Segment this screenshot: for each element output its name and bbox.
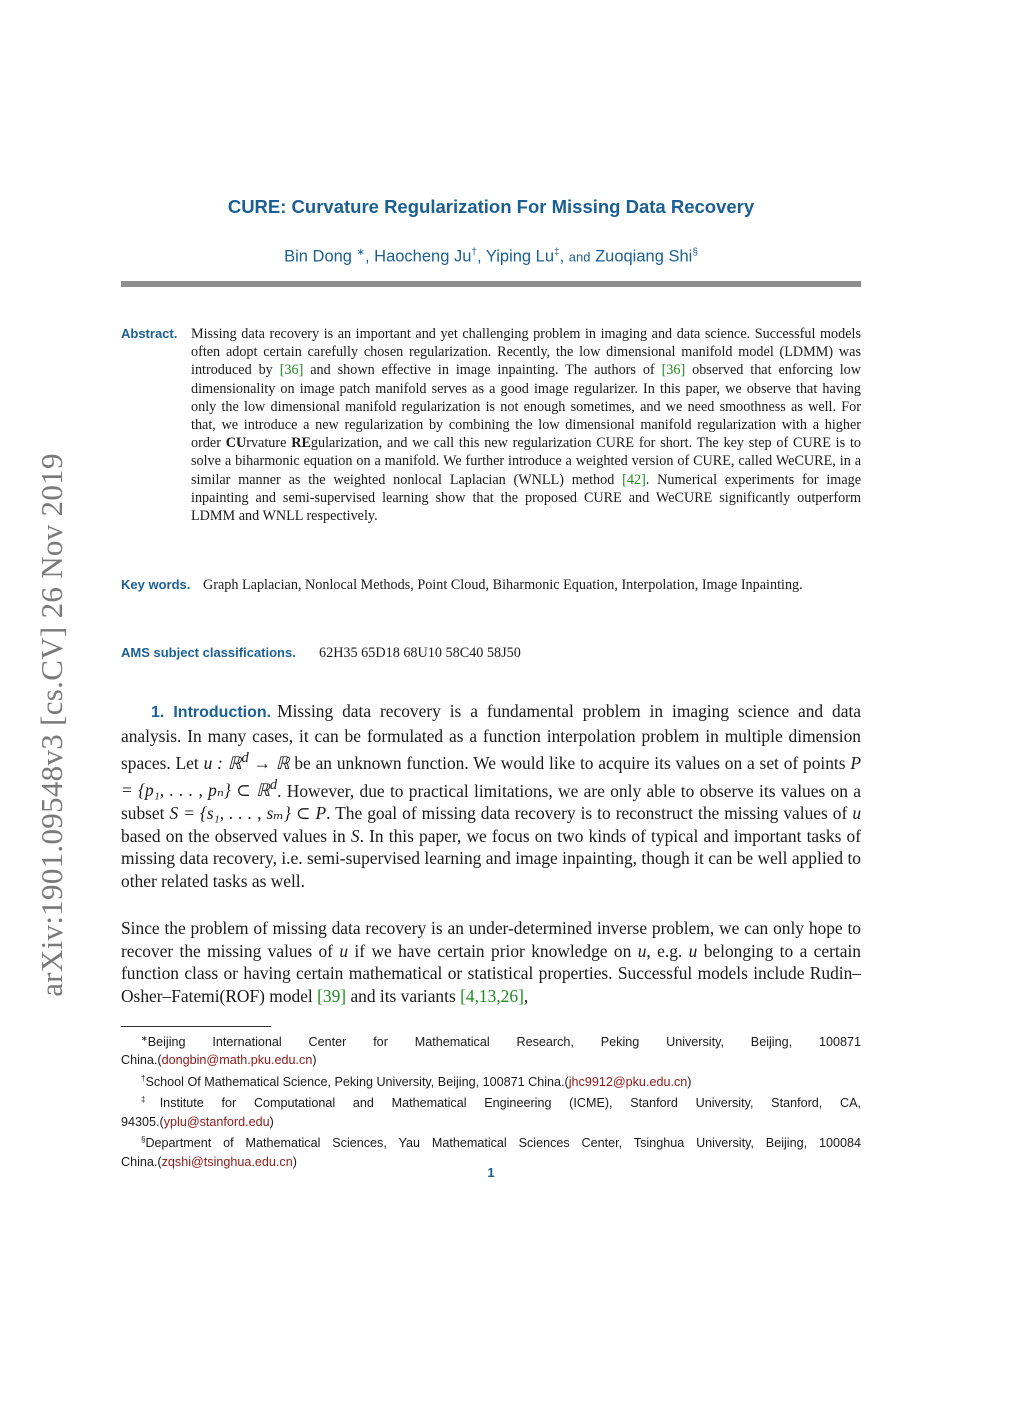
abstract (121, 325, 861, 525)
author-2[interactable]: Haocheng Ju (374, 247, 472, 266)
abstract-text-4: rvature (246, 435, 292, 452)
author-3-mark[interactable]: ‡ (554, 247, 560, 258)
paper-title: CURE: Curvature Regularization For Missing Data Recovery (227, 196, 755, 217)
author-4[interactable]: Zuoqiang Shi (595, 247, 693, 266)
intro-text-3: . However, due to practical limitations, we are only able to observe its values on a subset (121, 780, 861, 823)
ams-text: 62H35 65D18 68U10 58C40 58J50 (319, 645, 521, 661)
email-link[interactable]: jhc9912@pku.edu.cn (568, 1074, 688, 1089)
email-link[interactable]: dongbin@math.pku.edu.cn (161, 1053, 313, 1068)
math-s: S (350, 825, 360, 846)
footnotes (121, 1030, 861, 1171)
abstract-text-5: gularization, and we call this new regularization CURE for short. The key step of CURE is to solve a biharmonic equation on a manifold. We further introduce a weighted version of CURE, called WeCURE, in a similar manner as the weighted nonlocal Laplacian (WNLL) method (191, 435, 861, 488)
footnote-1-text: Beijing International Center for Mathematical Research, Peking University, Beijing, 100871 (147, 1035, 861, 1050)
author-3[interactable]: Yiping Lu (485, 247, 555, 266)
abstract-text-2: and shown effective in image inpainting. The authors of (303, 362, 662, 379)
math-u: u (688, 940, 698, 961)
footnote-2: †School Of Mathematical Science, Peking University, Beijing, 100871 China.(jhc9912@pku.edu.cn) (141, 1073, 692, 1089)
title-rule (121, 281, 861, 287)
citation-link[interactable]: [36] (661, 362, 686, 379)
abstract-text-3: observed that enforcing low dimensionality on image patch manifold serves as a good image regularizer. In this paper, we observe that having only the low dimensional manifold regularization is not enough sometimes, and we need smoothness as well. For that, we introduce a new regularization by combining the low dimensional manifold regularization with a higher order (191, 362, 861, 452)
citation-link[interactable]: 26] (500, 985, 524, 1006)
arxiv-identifier (32, 430, 72, 1020)
author-list: Bin Dong ∗, Haocheng Ju†, Yiping Lu‡, and Zuoqiang Shi§ (284, 247, 698, 266)
footnote-3 (121, 1091, 861, 1112)
footnote-4 (121, 1131, 861, 1152)
citation-link[interactable]: [42] (622, 471, 646, 488)
abstract-label: Abstract. (121, 326, 178, 341)
para2-text-4: belonging to a certain function class or having certain mathematical or statistical properties. Successful models include Rudin–Osher–Fatemi(ROF) model (121, 940, 861, 1006)
email-link[interactable]: yplu@stanford.edu (163, 1114, 270, 1129)
intro-text-1: Missing data recovery is a fundamental problem in imaging science and data analysis. In many cases, it can be formulated as a function interpolation problem in multiple dimension spaces. Let (121, 701, 862, 773)
author-2-mark[interactable]: † (471, 247, 477, 258)
email-link[interactable]: zqshi@tsinghua.edu.cn (161, 1154, 293, 1169)
footnote-4-text: Department of Mathematical Sciences, Yau Mathematical Sciences Center, Tsinghua University, Beijing, 100084 (145, 1136, 861, 1151)
body-paragraph (121, 917, 861, 1007)
footnote-4-cont: China.(zqshi@tsinghua.edu.cn) (121, 1154, 297, 1169)
intro-text-4: . The goal of missing data recovery is to reconstruct the missing values of (326, 802, 853, 823)
footnote-3-text: Institute for Computational and Mathematical Engineering (ICME), Stanford University, Stanford, CA, (159, 1096, 862, 1111)
introduction-paragraph (121, 700, 861, 892)
math-u: u (852, 802, 862, 823)
para2-text-3: , e.g. (646, 940, 689, 961)
footnote-mark: † (141, 1073, 146, 1083)
page-number: 1 (487, 1165, 495, 1180)
math-set-p: P = {p₁, . . . , pₙ} ⊂ ℝ$^d$ (121, 752, 861, 801)
math-set-s: S = {s₁, . . . , sₘ} ⊂ P (169, 802, 327, 823)
footnote-mark: ∗ (141, 1034, 148, 1043)
citation-link[interactable]: [36] (279, 362, 304, 379)
author-4-mark[interactable]: § (692, 247, 698, 258)
author-and: and (568, 249, 591, 265)
abstract-text-1: Missing data recovery is an important and yet challenging problem in imaging and data science. Successful models often adopt certain carefully chosen regularization. Recently, the low dimensional manifold model (LDMM) was introduced by (191, 326, 861, 379)
keywords-text: Graph Laplacian, Nonlocal Methods, Point Cloud, Biharmonic Equation, Interpolation, Image Inpainting. (203, 577, 803, 593)
citation-link[interactable]: 13, (478, 985, 501, 1006)
footnote-1 (121, 1030, 861, 1051)
para2-text-2: if we have certain prior knowledge on (348, 940, 638, 961)
math-u-domain: u : ℝ$^d$ → ℝ (203, 750, 290, 773)
footnote-rule (121, 1026, 271, 1027)
abstract-text (191, 325, 861, 525)
footnote-1-cont: China.(dongbin@math.pku.edu.cn) (121, 1053, 317, 1068)
citation-link[interactable]: [4, (460, 985, 479, 1006)
para2-text-6: , (523, 985, 529, 1006)
author-1[interactable]: Bin Dong (284, 247, 352, 266)
arxiv-identifier-text: arXiv:1901.09548v3 [cs.CV] 26 Nov 2019 (34, 453, 69, 997)
footnote-mark: ‡ (141, 1095, 160, 1105)
footnote-mark: § (141, 1135, 146, 1145)
intro-text-6: . In this paper, we focus on two kinds of typical and important tasks of missing data recovery, i.e. semi-supervised learning and image inpainting, though it can be well applied to other related tasks as well. (121, 825, 861, 891)
math-u: u (637, 940, 647, 961)
abstract-bold-cu: CU (225, 435, 247, 452)
citation-link[interactable]: [39] (317, 985, 347, 1006)
footnote-2-text: School Of Mathematical Science, Peking University, Beijing, 100871 China.( (145, 1074, 569, 1089)
para2-text-5: and its variants (346, 985, 461, 1006)
keywords (121, 576, 861, 594)
intro-text-2: be an unknown function. We would like to acquire its values on a set of points (289, 752, 851, 773)
para2-text-1: Since the problem of missing data recovery is an under-determined inverse problem, we can only hope to recover the missing values of (121, 918, 861, 961)
abstract-bold-re: RE (291, 435, 311, 452)
math-u: u (339, 940, 349, 961)
abstract-text-6: . Numerical experiments for image inpainting and semi-supervised learning show that the proposed CURE and WeCURE significantly outperform LDMM and WNLL respectively. (191, 471, 862, 525)
author-1-mark[interactable]: ∗ (356, 247, 365, 258)
intro-text-5: based on the observed values in (121, 825, 351, 846)
section-heading: 1. Introduction. (151, 704, 272, 721)
keywords-label: Key words. (121, 577, 191, 592)
footnote-3-cont: 94305.(yplu@stanford.edu) (121, 1114, 274, 1129)
ams-classifications (121, 644, 861, 662)
ams-label: AMS subject classifications. (121, 645, 296, 660)
